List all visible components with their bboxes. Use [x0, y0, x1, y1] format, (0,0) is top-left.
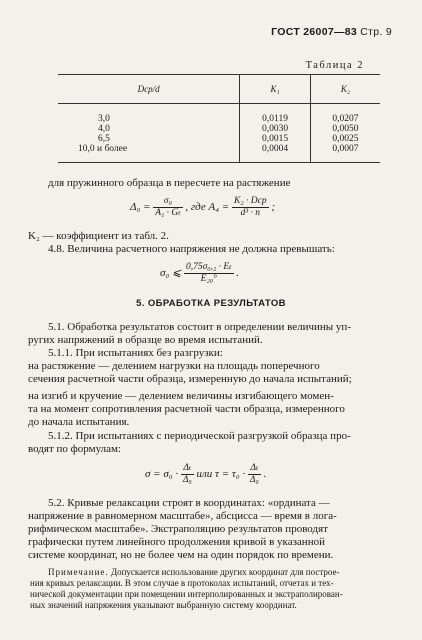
- table-cell: 4,0: [98, 124, 110, 134]
- note-label: Примечание.: [48, 567, 109, 577]
- paragraph-5-1-2: 5.1.2. При испытаниях с периодической разгрузкой образца про-: [48, 430, 351, 442]
- paragraph-5-1-2-cont: водят по формулам:: [28, 443, 121, 455]
- table-title: Таблица 2: [305, 60, 364, 71]
- paragraph-5-1-cont: ругих напряжений в образце во время испытаний.: [28, 334, 263, 346]
- formula-numerator: 0,75σ₀,₂ · Eₜ: [185, 262, 232, 272]
- table-cell: 0,0207: [310, 104, 380, 125]
- note-line-1: [48, 567, 339, 578]
- page-header: [271, 26, 392, 38]
- formula-sigma-limit: [160, 262, 239, 285]
- formula-numerator: Δₜ: [181, 463, 194, 475]
- table-cell: 10,0 и более: [58, 144, 240, 163]
- paragraph-bending: на изгиб и кручение — делением величины изгибающего момен-: [28, 390, 334, 402]
- paragraph-bending-cont: та на момент сопротивления расчетной части образца, измеренного: [28, 403, 345, 415]
- formula-fraction: [232, 196, 269, 219]
- formula-denominator: A₁ · Gₜ: [155, 208, 181, 218]
- formula-numerator: Δₜ: [248, 463, 261, 475]
- formula-denominator: d³ · n: [240, 208, 261, 218]
- formula-fraction: [181, 463, 194, 486]
- formula-denominator: E₂₀°: [200, 274, 217, 284]
- formula-numerator: σ₀: [153, 196, 182, 208]
- table-row: [58, 124, 380, 134]
- table-row: [58, 134, 380, 144]
- paragraph-5-2-line2: напряжение в равномерном масштабе», абсцисса — время в лога-: [28, 510, 337, 522]
- table-cell: 3,0: [98, 114, 110, 124]
- table-cell: 0,0015: [240, 134, 311, 144]
- page-number: Стр. 9: [360, 26, 392, 38]
- paragraph-5-1: 5.1. Обработка результатов состоит в определении величины уп-: [48, 321, 351, 333]
- standard-number: ГОСТ 26007—83: [271, 26, 358, 38]
- table-header-k2: K₂: [310, 75, 380, 104]
- paragraph-5-2: 5.2. Кривые релаксации строят в координатах: «ордината —: [48, 497, 330, 509]
- table-cell: 6,5: [98, 134, 110, 144]
- formula-part: , где A₄ =: [185, 201, 230, 214]
- note-text: Допускается использование других координат для построе-: [108, 567, 340, 577]
- formula-part: σ₀ ⩽: [160, 267, 182, 280]
- formula-fraction: [153, 196, 182, 219]
- formula-part: или τ = τ₀ ·: [196, 468, 246, 481]
- table-cell: 0,0007: [310, 144, 380, 163]
- paragraph-tension: на растяжение — делением нагрузки на площадь поперечного: [28, 360, 320, 372]
- formula-delta: [130, 196, 275, 219]
- table-cell: 0,0030: [240, 124, 311, 134]
- formula-stress: [145, 463, 266, 486]
- paragraph-tension-cont: сечения расчетной части образца, измеренную до начала испытаний;: [28, 373, 352, 385]
- formula-fraction: [184, 262, 234, 285]
- table-cell: 0,0004: [240, 144, 311, 163]
- formula-numerator: K₂ · Dср: [233, 196, 267, 206]
- formula-part: Δ₀ =: [130, 201, 151, 214]
- note-line-4: ных значений напряжения указывают выбранную систему координат.: [30, 600, 297, 610]
- paragraph-5-2-line5: системе координат, но не более чем на один порядок по времени.: [28, 549, 334, 561]
- table-header-dcp: Dср/d: [58, 75, 240, 104]
- paragraph-5-1-1: 5.1.1. При испытаниях без разгрузки:: [48, 347, 223, 359]
- table-cell: 0,0119: [240, 104, 311, 125]
- coefficient-table: [58, 74, 380, 163]
- paragraph-spring: для пружинного образца в пересчете на растяжение: [48, 177, 291, 189]
- formula-part: .: [236, 267, 240, 280]
- note-line-2: ния кривых релаксации. В этом случае в протоколах испытаний, отчетах и тех-: [30, 578, 334, 588]
- formula-part: .: [263, 468, 267, 481]
- paragraph-4-8: 4.8. Величина расчетного напряжения не должна превышать:: [48, 243, 335, 255]
- formula-denominator: Δ₀: [182, 475, 192, 485]
- formula-denominator: Δ₀: [249, 475, 259, 485]
- formula-fraction: [248, 463, 261, 486]
- table-cell: 0,0025: [310, 134, 380, 144]
- paragraph-k2: K₂ — коэффициент из табл. 2.: [28, 230, 169, 242]
- formula-part: σ = σ₀ ·: [145, 468, 179, 481]
- section-heading: 5. ОБРАБОТКА РЕЗУЛЬТАТОВ: [136, 298, 286, 309]
- paragraph-bending-end: до начала испытания.: [28, 416, 130, 428]
- table-header-k1: K₁: [240, 75, 311, 104]
- paragraph-5-2-line3: рифмическом масштабе». Экстраполяцию результатов проводят: [28, 523, 328, 535]
- formula-part: ;: [271, 201, 275, 214]
- note-line-3: нической документации при помещении интерполированных и экстраполирован-: [30, 589, 343, 599]
- table-cell: 0,0050: [310, 124, 380, 134]
- table-row: [58, 104, 380, 125]
- paragraph-5-2-line4: графически путем линейного продолжения кривой в указанной: [28, 536, 325, 548]
- table-row: [58, 144, 380, 163]
